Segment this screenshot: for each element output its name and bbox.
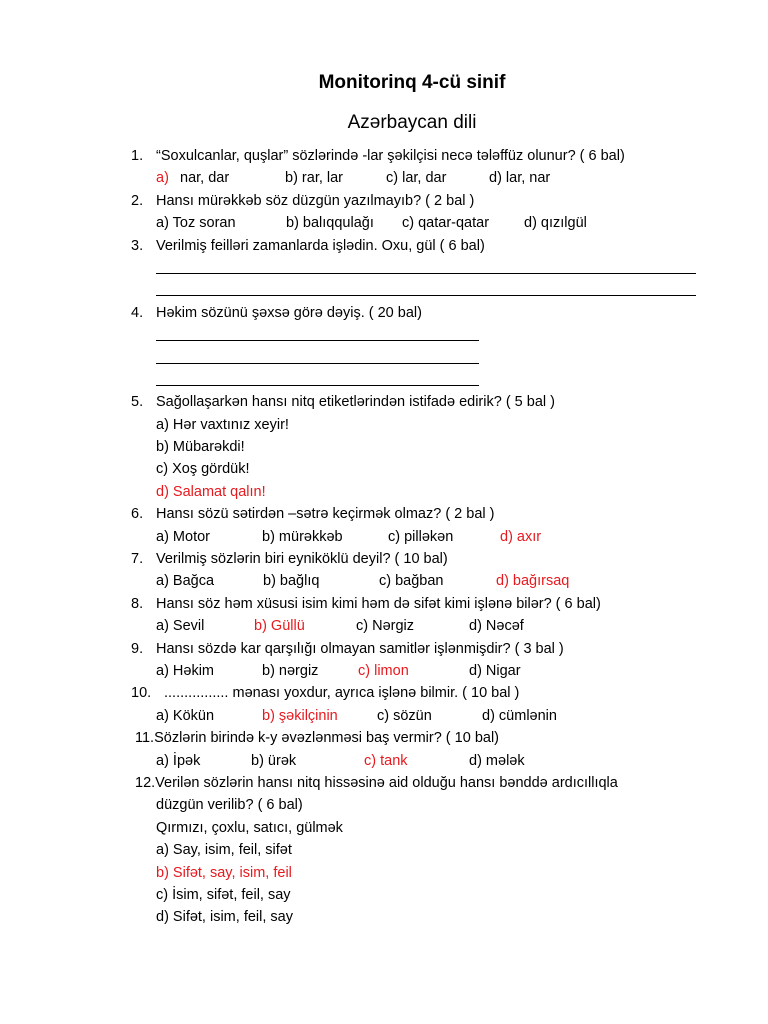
option-d: d) axır bbox=[500, 528, 542, 545]
question-11-options bbox=[0, 750, 768, 772]
question-1-options bbox=[0, 167, 768, 189]
word-list: Qırmızı, çoxlu, satıcı, gülmək bbox=[156, 819, 343, 836]
option-c: c) lar, dar bbox=[386, 170, 447, 187]
question-number: 3. bbox=[131, 237, 144, 254]
question-6-options bbox=[0, 526, 768, 548]
question-text: Hansı sözü sətirdən –sətrə keçirmək olmaz? ( 2 bal ) bbox=[156, 506, 495, 523]
question-8 bbox=[0, 593, 768, 615]
option-c: c) pilləkən bbox=[388, 528, 454, 545]
question-number: 2. bbox=[131, 192, 144, 209]
option-c bbox=[0, 458, 768, 480]
option-a-text: nar, dar bbox=[180, 170, 230, 187]
answer-line[interactable] bbox=[0, 279, 768, 301]
question-10 bbox=[0, 682, 768, 704]
option-d bbox=[0, 906, 768, 928]
option-c: c) bağban bbox=[379, 573, 444, 590]
question-number: 1. bbox=[131, 148, 144, 164]
question-number: 4. bbox=[131, 304, 144, 321]
option-a: a) Sevil bbox=[156, 618, 205, 635]
option-d: d) cümlənin bbox=[482, 707, 557, 724]
option-b: b) mürəkkəb bbox=[262, 528, 343, 545]
question-7-options bbox=[0, 570, 768, 592]
page-subtitle: Azərbaycan dili bbox=[347, 112, 477, 133]
question-8-options bbox=[0, 615, 768, 637]
question-6 bbox=[0, 503, 768, 525]
option-c-text: c) Xoş gördük! bbox=[156, 461, 250, 478]
option-a: a) Həkim bbox=[156, 662, 215, 679]
option-a: a) Bağca bbox=[156, 573, 215, 590]
answer-line[interactable] bbox=[0, 347, 768, 369]
option-c: c) qatar-qatar bbox=[402, 215, 490, 232]
question-12-continued bbox=[0, 794, 768, 816]
option-d: d) Nigar bbox=[469, 662, 521, 679]
question-text: Həkim sözünü şəxsə görə dəyiş. ( 20 bal) bbox=[156, 304, 422, 321]
question-number: 9. bbox=[131, 640, 144, 657]
question-text: ................ mənası yoxdur, ayrıca işlənə bilmir. ( 10 bal ) bbox=[164, 685, 520, 702]
option-b: b) bağlıq bbox=[263, 573, 320, 590]
option-b: b) nərgiz bbox=[262, 662, 319, 679]
option-b: b) rar, lar bbox=[285, 170, 344, 187]
question-number: 6. bbox=[131, 506, 144, 523]
option-d-text: d) Sifət, isim, feil, say bbox=[156, 909, 293, 926]
page-title: Monitorinq 4-cü sinif bbox=[318, 72, 506, 93]
question-1 bbox=[0, 145, 768, 167]
question-list bbox=[0, 145, 768, 929]
answer-line[interactable] bbox=[0, 324, 768, 346]
option-c bbox=[0, 884, 768, 906]
option-a-label: a) bbox=[156, 170, 169, 187]
question-text: 12.Verilən sözlərin hansı nitq hissəsinə aid olduğu hansı bənddə ardıcıllıqla bbox=[135, 774, 618, 791]
option-b bbox=[0, 436, 768, 458]
question-text-continued: düzgün verilib? ( 6 bal) bbox=[156, 797, 303, 814]
option-c: c) Nərgiz bbox=[356, 618, 415, 635]
option-d: d) mələk bbox=[469, 752, 525, 769]
option-a bbox=[0, 839, 768, 861]
option-a: a) İpək bbox=[156, 752, 201, 769]
question-2 bbox=[0, 190, 768, 212]
question-number: 5. bbox=[131, 394, 144, 411]
option-a-text: a) Hər vaxtınız xeyir! bbox=[156, 416, 289, 433]
question-9-options bbox=[0, 660, 768, 682]
option-b: b) Güllü bbox=[254, 618, 305, 635]
option-a-text: a) Say, isim, feil, sifət bbox=[156, 842, 292, 859]
option-d bbox=[0, 481, 768, 503]
option-b: b) şəkilçinin bbox=[262, 707, 338, 724]
option-d: d) bağırsaq bbox=[496, 573, 570, 590]
option-b bbox=[0, 862, 768, 884]
question-number: 10. bbox=[131, 685, 152, 702]
option-a: a) Kökün bbox=[156, 707, 215, 724]
option-c: c) limon bbox=[358, 662, 409, 679]
question-2-options bbox=[0, 212, 768, 234]
question-10-options bbox=[0, 705, 768, 727]
option-b: b) balıqqulağı bbox=[286, 215, 374, 232]
question-number: 7. bbox=[131, 551, 144, 568]
question-7 bbox=[0, 548, 768, 570]
question-text: “Soxulcanlar, quşlar” sözlərində -lar şəkilçisi necə tələffüz olunur? ( 6 bal) bbox=[156, 148, 625, 164]
option-c: c) sözün bbox=[377, 707, 432, 724]
question-12-words bbox=[0, 817, 768, 839]
question-text: Verilmiş feilləri zamanlarda işlədin. Oxu, gül ( 6 bal) bbox=[156, 237, 485, 254]
question-text: Hansı söz həm xüsusi isim kimi həm də sifət kimi işlənə bilər? ( 6 bal) bbox=[156, 595, 601, 612]
option-a: a) Toz soran bbox=[156, 215, 236, 232]
answer-line[interactable] bbox=[0, 257, 768, 279]
question-text: Verilmiş sözlərin biri eyniköklü deyil? ( 10 bal) bbox=[156, 551, 448, 568]
option-a bbox=[0, 414, 768, 436]
question-9 bbox=[0, 638, 768, 660]
option-d: d) lar, nar bbox=[489, 170, 551, 187]
question-3 bbox=[0, 235, 768, 257]
option-b-text: b) Mübarəkdi! bbox=[156, 439, 245, 456]
option-a: a) Motor bbox=[156, 528, 210, 545]
question-text: Hansı sözdə kar qarşılığı olmayan samitlər işlənmişdir? ( 3 bal ) bbox=[156, 640, 564, 657]
question-text: 11.Sözlərin birində k-y əvəzlənməsi baş vermir? ( 10 bal) bbox=[135, 730, 499, 747]
option-d: d) Nəcəf bbox=[469, 618, 524, 635]
option-c: c) tank bbox=[364, 752, 408, 769]
option-d: d) qızılgül bbox=[524, 215, 587, 232]
question-4 bbox=[0, 302, 768, 324]
option-c-text: c) İsim, sifət, feil, say bbox=[156, 886, 291, 903]
option-b: b) ürək bbox=[251, 752, 297, 769]
option-b-text: b) Sifət, say, isim, feil bbox=[156, 864, 292, 881]
question-text: Hansı mürəkkəb söz düzgün yazılmayıb? ( 2 bal ) bbox=[156, 192, 475, 209]
option-d-text: d) Salamat qalın! bbox=[156, 483, 266, 500]
question-11 bbox=[0, 727, 768, 749]
question-5 bbox=[0, 391, 768, 413]
question-number: 8. bbox=[131, 595, 144, 612]
question-text: Sağollaşarkən hansı nitq etiketlərindən istifadə edirik? ( 5 bal ) bbox=[156, 394, 555, 411]
answer-line[interactable] bbox=[0, 369, 768, 391]
question-12 bbox=[0, 772, 768, 794]
